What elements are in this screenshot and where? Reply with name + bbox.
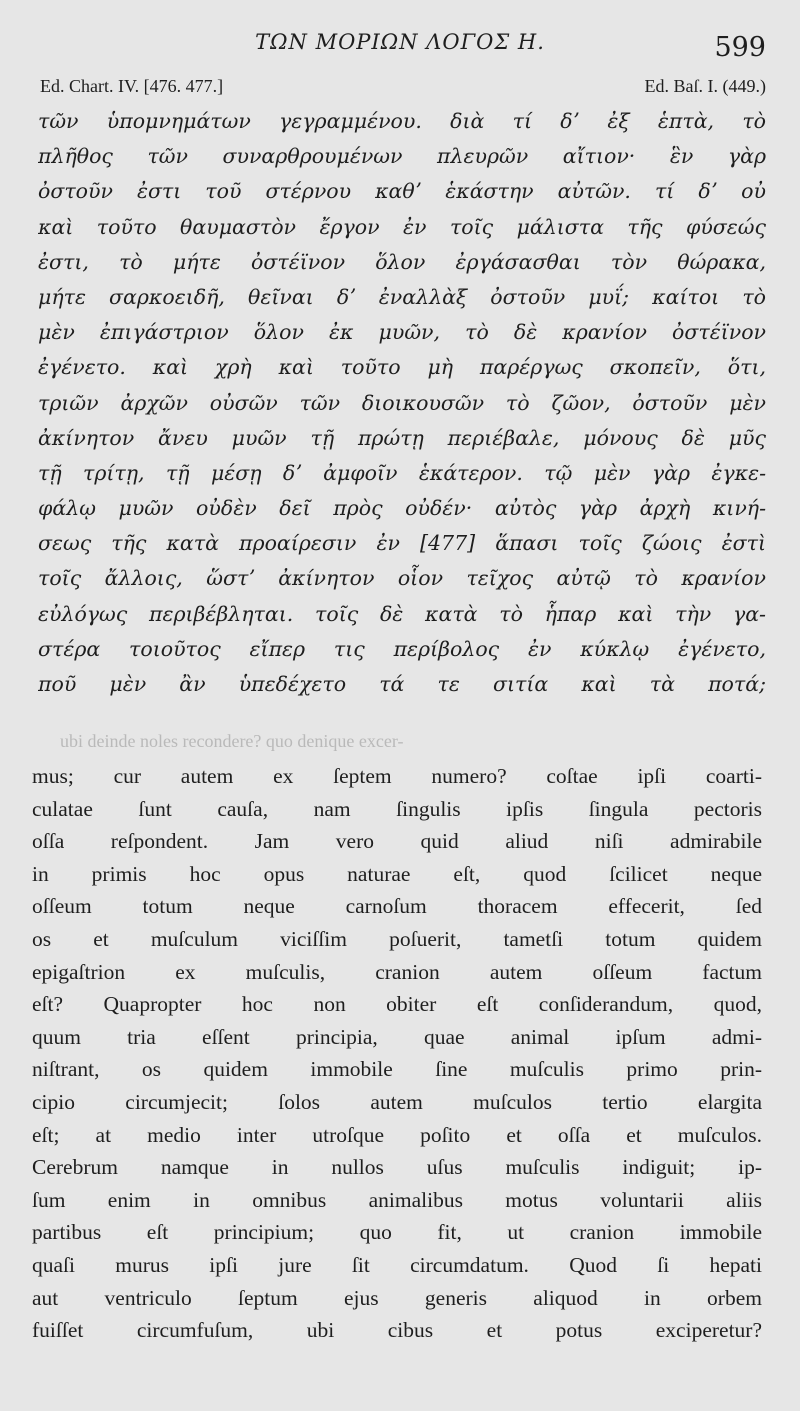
greek-text-line: ποῦ μὲν ἂν ὑπεδέχετο τά τε σιτία καὶ τὰ ποτά; <box>38 672 766 696</box>
latin-text-line: niſtrant, os quidem immobile ſine muſculis primo prin- <box>32 1057 762 1082</box>
latin-text-line: Cerebrum namque in nullos uſus muſculis indiguit; ip- <box>32 1155 762 1180</box>
greek-text-line: μὲν ἐπιγάστριον ὅλον ἐκ μυῶν, τὸ δὲ κρανίον ὀστέϊνον <box>38 320 766 345</box>
greek-text <box>38 104 766 702</box>
latin-text-line: oſſeum totum neque carnoſum thoracem effecerit, ſed <box>32 894 762 919</box>
latin-text-line: mus; cur autem ex ſeptem numero? coſtae ipſi coarti- <box>32 764 762 788</box>
greek-text-line: καὶ τοῦτο θαυμαστὸν ἔργον ἐν τοῖς μάλιστα τῆς φύσεώς <box>38 214 766 239</box>
greek-text-line: τριῶν ἀρχῶν οὐσῶν τῶν διοικουσῶν τὸ ζῶον, ὀστοῦν μὲν <box>38 390 766 415</box>
greek-text-line: τῇ τρίτῃ, τῇ μέσῃ δʼ ἀμφοῖν ἑκάτερον. τῷ μὲν γὰρ ἐγκε- <box>38 460 766 485</box>
running-title: ΤΩΝ ΜΟΡΙΩΝ ΛΟΓΟΣ Η. <box>255 30 545 54</box>
greek-text-line: ἐγένετο. καὶ χρὴ καὶ τοῦτο μὴ παρέργως σκοπεῖν, ὅτι, <box>38 355 766 380</box>
edition-references <box>40 76 766 102</box>
latin-text-line: eſt; at medio inter utroſque poſito et oſſa et muſculos. <box>32 1122 762 1147</box>
latin-text-line: partibus eſt principium; quo fit, ut cranion immobile <box>32 1220 762 1245</box>
bleed-through-text: ubi deinde noles recondere? quo denique excer- <box>60 731 404 751</box>
greek-text-line: πλῆθος τῶν συναρθρουμένων πλευρῶν αἴτιον· ἓν γὰρ <box>38 144 766 169</box>
latin-text-line: ſum enim in omnibus animalibus motus voluntarii aliis <box>32 1187 762 1212</box>
latin-text-line: fuiſſet circumfuſum, ubi cibus et potus exciperetur? <box>32 1318 762 1343</box>
greek-text-line: ὀστοῦν ἐστι τοῦ στέρνου καθʼ ἑκάστην αὐτῶν. τί δʼ οὐ <box>38 179 766 204</box>
edition-basel-reference: Ed. Baſ. I. (449.) <box>644 76 766 96</box>
latin-text-line: cipio circumjecit; ſolos autem muſculos tertio elargita <box>32 1089 762 1114</box>
latin-text-line: epigaſtrion ex muſculis, cranion autem oſſeum factum <box>32 959 762 984</box>
greek-text-line: ἐστι, τὸ μήτε ὀστέϊνον ὅλον ἐργάσασθαι τὸν θώρακα, <box>38 249 766 274</box>
latin-text-line: eſt? Quapropter hoc non obiter eſt conſiderandum, quod, <box>32 992 762 1017</box>
greek-text-line: τῶν ὑπομνημάτων γεγραμμένου. διὰ τί δʼ ἐξ ἑπτὰ, τὸ <box>38 109 766 133</box>
latin-text-line: quum tria eſſent principia, quae animal ipſum admi- <box>32 1024 762 1049</box>
latin-text-line: oſſa reſpondent. Jam vero quid aliud niſi admirabile <box>32 829 762 854</box>
latin-text-line: in primis hoc opus naturae eſt, quod ſcilicet neque <box>32 861 762 886</box>
latin-text-line: quaſi murus ipſi jure ſit circumdatum. Quod ſi hepati <box>32 1252 762 1277</box>
greek-text-line: μήτε σαρκοειδῆ, θεῖναι δʼ ἐναλλὰξ ὀστοῦν μυΐ; καίτοι τὸ <box>38 284 766 309</box>
greek-text-line: τοῖς ἄλλοις, ὥστʼ ἀκίνητον οἷον τεῖχος αὐτῷ τὸ κρανίον <box>38 566 766 591</box>
greek-text-line: σεως τῆς κατὰ προαίρεσιν ἐν [477] ἅπασι τοῖς ζώοις ἐστὶ <box>38 531 766 556</box>
latin-text <box>32 760 762 1347</box>
page-number: 599 <box>714 32 766 63</box>
greek-text-line: φάλῳ μυῶν οὐδὲν δεῖ πρὸς οὐδέν· αὐτὸς γὰρ ἀρχὴ κινή- <box>38 496 766 521</box>
latin-text-line: aut ventriculo ſeptum ejus generis aliquod in orbem <box>32 1285 762 1310</box>
latin-text-line: culatae ſunt cauſa, nam ſingulis ipſis ſingula pectoris <box>32 796 762 821</box>
greek-text-line: στέρα τοιοῦτος εἴπερ τις περίβολος ἐν κύκλῳ ἐγένετο, <box>38 636 766 661</box>
latin-text-line: os et muſculum viciſſim poſuerit, tametſi totum quidem <box>32 926 762 951</box>
edition-chart-reference: Ed. Chart. IV. [476. 477.] <box>40 76 224 96</box>
greek-text-line: ἀκίνητον ἄνευ μυῶν τῇ πρώτῃ περιέβαλε, μόνους δὲ μῦς <box>38 425 766 450</box>
running-head <box>0 28 800 63</box>
greek-text-line: εὐλόγως περιβέβληται. τοῖς δὲ κατὰ τὸ ἧπαρ καὶ τὴν γα- <box>38 601 766 626</box>
